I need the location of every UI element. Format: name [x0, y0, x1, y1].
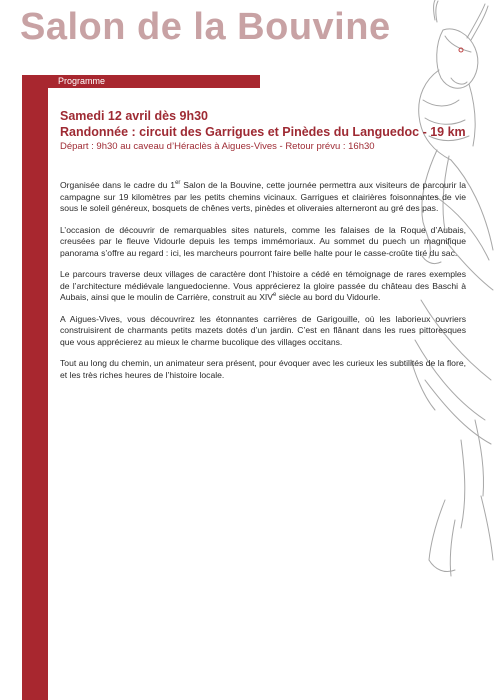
- paragraph-3: Le parcours traverse deux villages de caractère dont l’histoire a cédé en témoignage de rares exemples de l’architecture médiévale languedocienne. Vous apprécierez la gloire passée du château des Baschi à Aubais, ainsi que le moulin de Carrière, construit au XIVe siècle au bord du Vidourle.: [60, 269, 466, 302]
- event-date: Samedi 12 avril dès 9h30: [60, 109, 209, 123]
- page-title: Salon de la Bouvine: [20, 6, 391, 48]
- body-text: [60, 180, 466, 391]
- paragraph-1: Organisée dans le cadre du 1er Salon de la Bouvine, cette journée permettra aux visiteurs de parcourir la campagne sur 19 kilomètres par les petits chemins vicinaux. Garrigues et clairières foisonnantes de vie sous le soleil généreux, bosquets de chênes verts, pinèdes et oliveraies alterneront au gré des pas.: [60, 180, 466, 213]
- event-heading: Randonnée : circuit des Garrigues et Pinèdes du Languedoc - 19 km: [60, 125, 466, 139]
- paragraph-4: A Aigues-Vives, vous découvrirez les étonnantes carrières de Garigouille, où les laborieux ouvriers construisirent de charmants petits mazets dotés d’un jardin. C’est en flânant dans les rues pittoresques que vous apprécierez au mieux le charme bucolique des villages occitans.: [60, 313, 466, 347]
- paragraph-5: Tout au long du chemin, un animateur sera présent, pour évoquer avec les curieux les subtilités de la flore, et les très riches heures de l’histoire locale.: [60, 358, 466, 380]
- section-label: Programme: [58, 76, 106, 86]
- left-accent-band: [22, 75, 48, 700]
- event-header: [60, 108, 480, 154]
- event-details: Départ : 9h30 au caveau d’Héraclès à Aigues-Vives - Retour prévu : 16h30: [60, 141, 375, 152]
- paragraph-2: L’occasion de découvrir de remarquables sites naturels, comme les falaises de la Roque d’Aubais, creusées par le fleuve Vidourle depuis les temps immémoriaux. Au sommet du puech un magnifique panorama s’offre au regard : ici, les marcheurs pourront faire belle halte pour le casse-croûte tiré du sac.: [60, 224, 466, 258]
